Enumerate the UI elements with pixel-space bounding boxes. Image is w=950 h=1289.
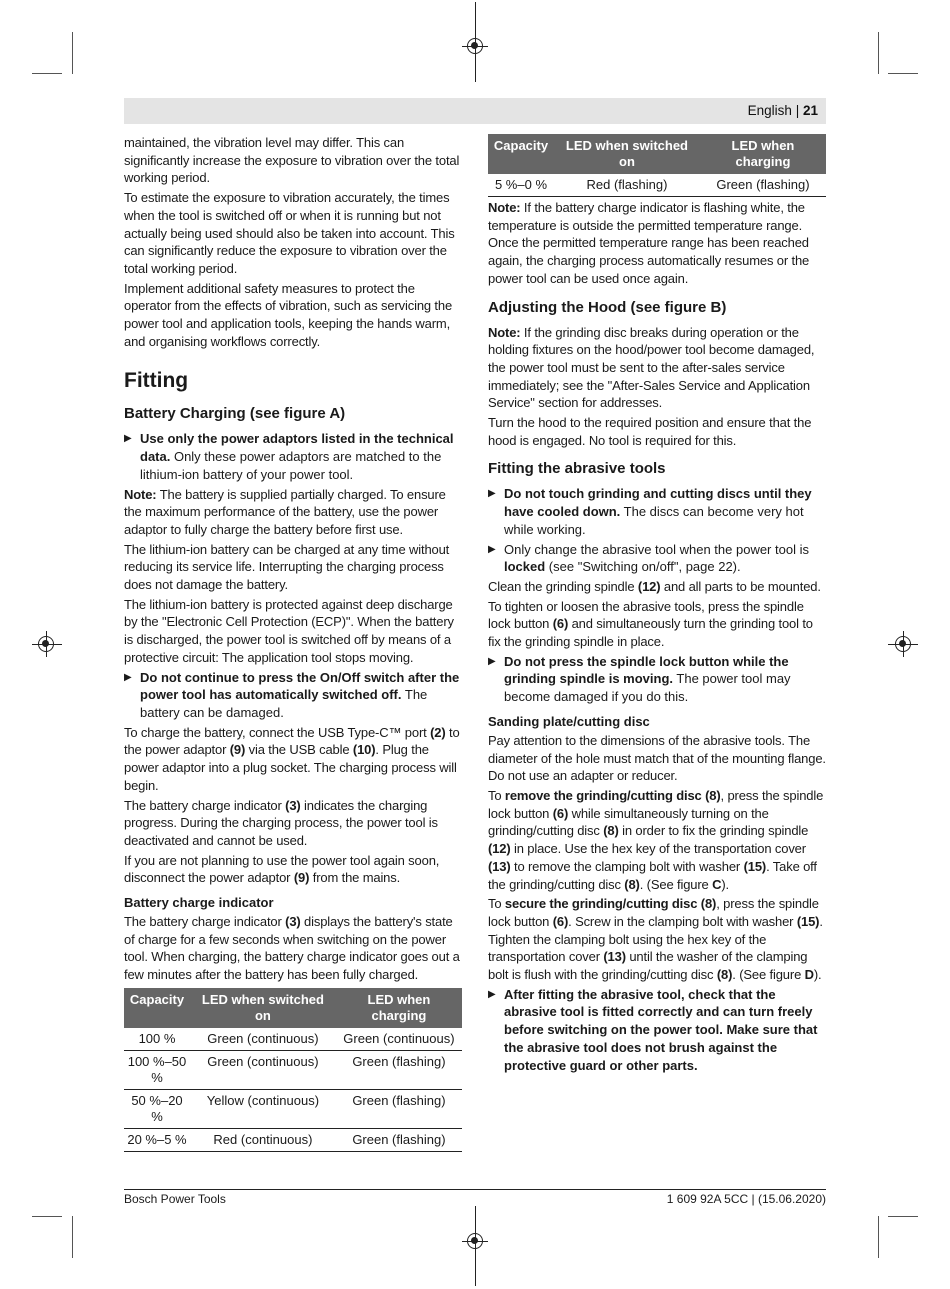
text: , press the spindle lock button xyxy=(488,787,824,821)
paragraph: maintained, the vibration level may differ. This can significantly increase the exposure to vibration over the total working period. xyxy=(124,135,460,186)
table-header-row xyxy=(124,988,462,1028)
text: To xyxy=(488,896,505,912)
ref-number: (8) xyxy=(624,876,640,892)
ref-number: (9) xyxy=(229,742,246,758)
text: from the mains. xyxy=(309,870,401,886)
column-header: LED when charging xyxy=(700,134,826,174)
registration-mark-icon xyxy=(38,636,54,652)
bullet-bold: Do not touch grinding and cutting discs until they have cooled down. xyxy=(504,486,812,520)
note-text: The battery is supplied partially charged. To ensure the maximum performance of the battery, use the power adaptor to fully charge the battery before first use. xyxy=(124,486,446,537)
table-cell: Green (continuous) xyxy=(190,1050,336,1089)
column-header: Capacity xyxy=(488,134,554,174)
text: . Plug the power adaptor into a plug socket. The charging process will begin. xyxy=(124,742,457,793)
column-header: LED when switched on xyxy=(190,988,336,1028)
page-header xyxy=(124,98,826,124)
bullet-bold: Do not continue to press the On/Off switch after the power tool has automatically switched off. xyxy=(140,669,460,703)
paragraph: Turn the hood to the required position and ensure that the hood is engaged. No tool is required for this. xyxy=(488,415,812,448)
crop-mark xyxy=(72,32,73,74)
text: while simultaneously turning on the grinding/cutting disc xyxy=(488,805,769,839)
figure-ref: D xyxy=(804,967,814,983)
note-paragraph xyxy=(488,199,828,288)
text: in place. Use the hex key of the transportation cover xyxy=(510,841,806,857)
charge-indicator-table-continued xyxy=(488,134,826,197)
paragraph: To estimate the exposure to vibration accurately, the times when the tool is switched off or when it is running but not actually being used should also be taken into account. This can significantly reduce the exposure to vibration over the total working period. xyxy=(124,190,455,276)
ref-number: (3) xyxy=(285,914,301,930)
paragraph xyxy=(488,895,828,984)
note-paragraph xyxy=(488,324,828,413)
paragraph xyxy=(488,598,828,651)
paragraph xyxy=(124,913,464,984)
text: to remove the clamping bolt with washer xyxy=(510,858,744,874)
column-header: LED when switched on xyxy=(554,134,700,174)
text: If you are not planning to use the power tool again soon, disconnect the power adaptor xyxy=(124,852,440,886)
crop-mark xyxy=(32,73,62,74)
ref-number: (6) xyxy=(552,616,569,632)
table-cell: Green (flashing) xyxy=(336,1089,462,1128)
note-label: Note: xyxy=(488,324,521,340)
note-text: If the grinding disc breaks during operation or the holding fixtures on the hood/power tool become damaged, the power tool must be sent to the after-sales service immediately; see the "After-Sales Service and Application Service" section for addresses. xyxy=(488,324,815,411)
crop-mark xyxy=(878,1216,879,1258)
paragraph: Pay attention to the dimensions of the abrasive tools. The diameter of the hole must match that of the mounting flange. Do not use an adapter or reducer. xyxy=(488,732,826,784)
table-cell: 20 %–5 % xyxy=(124,1128,190,1151)
text: . Take off the grinding/cutting disc xyxy=(488,858,817,892)
text: Clean the grinding spindle xyxy=(488,578,638,594)
bullet-text: The discs can become very hot while working. xyxy=(504,504,804,537)
paragraph xyxy=(124,852,464,887)
table-cell: 100 % xyxy=(124,1028,190,1051)
crop-mark xyxy=(878,32,879,74)
footer-rule xyxy=(124,1189,826,1190)
table-cell: 100 %–50 % xyxy=(124,1050,190,1089)
bullet-text: The battery can be damaged. xyxy=(140,687,428,720)
warning-bullet xyxy=(488,653,828,706)
bullet-text: Only change the abrasive tool when the power tool is xyxy=(504,541,809,557)
table-row xyxy=(124,1028,462,1051)
table-cell: Red (continuous) xyxy=(190,1128,336,1151)
ref-number: (15) xyxy=(796,913,820,929)
registration-mark-icon xyxy=(467,1233,483,1249)
text: The battery charge indicator xyxy=(124,797,286,813)
table-cell: Green (continuous) xyxy=(190,1028,336,1051)
text: in order to fix the grinding spindle xyxy=(618,823,809,839)
warning-bullet xyxy=(488,541,828,576)
text: . (See figure xyxy=(732,967,805,983)
ref-number: (6) xyxy=(552,913,569,929)
bold-text: remove the grinding/cutting disc xyxy=(504,787,702,803)
text: . (See figure xyxy=(639,876,713,892)
left-column xyxy=(124,134,464,1154)
subheading-battery-charging: Battery Charging (see figure A) xyxy=(124,405,346,423)
page-number: 21 xyxy=(802,103,818,118)
table-cell: Green (flashing) xyxy=(700,174,826,197)
text: . Screw in the clamping bolt with washer xyxy=(568,913,797,929)
subheading-adjusting-hood: Adjusting the Hood (see figure B) xyxy=(488,298,727,316)
note-label: Note: xyxy=(488,200,521,215)
subheading-fitting-abrasive-tools: Fitting the abrasive tools xyxy=(488,460,666,478)
ref-number: (13) xyxy=(603,949,626,965)
text: . Tighten the clamping bolt using the hex key of the transportation cover xyxy=(488,913,823,965)
bullet-text: (see "Switching on/off", page 22). xyxy=(545,559,741,575)
bullet-bold: Do not press the spindle lock button while the grinding spindle is moving. xyxy=(504,653,789,687)
ref-number: (9) xyxy=(293,870,310,886)
ref-number: (6) xyxy=(552,805,569,821)
ref-number: (15) xyxy=(743,858,767,874)
crop-mark xyxy=(888,73,918,74)
table-cell: 50 %–20 % xyxy=(124,1089,190,1128)
text: ). xyxy=(813,967,822,983)
table-cell: Yellow (continuous) xyxy=(190,1089,336,1128)
table-header-row xyxy=(488,134,826,174)
ref-number: (13) xyxy=(488,858,511,874)
bullet-bold: After fitting the abrasive tool, check that the abrasive tool is fitted correctly and can turn freely before switching on the power tool. Make sure that the abrasive tool does not brush against the protective guard or other parts. xyxy=(504,986,818,1073)
table-row xyxy=(124,1128,462,1151)
text: ). xyxy=(721,876,729,892)
table-cell: Green (flashing) xyxy=(336,1050,462,1089)
ref-number: (10) xyxy=(352,742,376,758)
crop-mark xyxy=(32,1216,62,1217)
figure-ref: C xyxy=(712,876,722,892)
table-cell: 5 %–0 % xyxy=(488,174,554,197)
ref-number: (2) xyxy=(430,724,446,740)
ref-number: (8) xyxy=(716,967,733,983)
crop-mark xyxy=(72,1216,73,1258)
table-cell: Green (flashing) xyxy=(336,1128,462,1151)
subheading-battery-indicator: Battery charge indicator xyxy=(124,895,274,911)
note-label: Note: xyxy=(124,486,157,502)
ref-number: (3) xyxy=(285,797,301,813)
text: and all parts to be mounted. xyxy=(660,578,821,594)
note-paragraph xyxy=(124,486,464,539)
note-text: If the battery charge indicator is flashing white, the temperature is outside the permitted temperature range. Once the permitted temperature range has been reached again, the charging process automatically resumes or the power tool can be used once again. xyxy=(488,200,810,286)
footer-doc-id: 1 609 92A 5CC | (15.06.2020) xyxy=(666,1192,826,1206)
bullet-text: Only these power adaptors are matched to the lithium-ion battery of your power tool. xyxy=(140,449,442,482)
header-text xyxy=(748,103,818,118)
paragraph: The lithium-ion battery is protected against deep discharge by the "Electronic Cell Protection (ECP)". When the battery is discharged, the power tool is switched off by means of a protective circuit: The application tool stops moving. xyxy=(124,596,454,665)
bullet-text: The power tool may become damaged if you do this. xyxy=(504,671,791,705)
text: until the washer of the clamping bolt is flush with the grinding/cutting disc xyxy=(488,949,808,983)
section-heading-fitting: Fitting xyxy=(124,369,189,393)
warning-bullet xyxy=(124,669,464,722)
ref-number: (12) xyxy=(488,841,511,857)
ref-number: (8) xyxy=(603,823,619,839)
table-row xyxy=(124,1089,462,1128)
table-row xyxy=(488,174,826,197)
paragraph: The lithium-ion battery can be charged at any time without reducing its service life. Interrupting the charging process does not damage the battery. xyxy=(124,541,450,593)
text: The battery charge indicator xyxy=(124,914,286,930)
text: displays the battery's state of charge for a few seconds when switching on the power tool. When charging, the battery charge indicator goes out a few minutes after the battery has been fully charged. xyxy=(124,914,460,983)
paragraph xyxy=(488,578,828,596)
text: , press the spindle lock button xyxy=(488,896,819,929)
text: To charge the battery, connect the USB Type-C™ port xyxy=(124,724,431,740)
text: via the USB cable xyxy=(245,742,353,758)
subheading-sanding-plate: Sanding plate/cutting disc xyxy=(488,713,650,729)
column-header: LED when charging xyxy=(336,988,462,1028)
text: indicates the charging progress. During the charging process, the power tool is deactivated and cannot be used. xyxy=(124,797,438,848)
header-separator: | xyxy=(795,103,800,118)
paragraph xyxy=(124,797,464,850)
header-language: English xyxy=(747,103,792,118)
text: To tighten or loosen the abrasive tools, press the spindle lock button xyxy=(488,598,804,632)
paragraph xyxy=(124,724,464,795)
warning-bullet xyxy=(124,430,464,483)
warning-bullet xyxy=(488,986,828,1075)
warning-bullet xyxy=(488,485,828,538)
table-cell: Red (flashing) xyxy=(554,174,700,197)
registration-mark-icon xyxy=(895,636,911,652)
charge-indicator-table xyxy=(124,988,462,1152)
registration-mark-icon xyxy=(467,38,483,54)
ref-number: (12) xyxy=(637,578,661,594)
text: To xyxy=(488,787,505,803)
paragraph xyxy=(488,787,828,893)
ref-number: (8) xyxy=(697,896,717,912)
bullet-bold: locked xyxy=(504,559,546,575)
column-header: Capacity xyxy=(124,988,190,1028)
footer-brand: Bosch Power Tools xyxy=(124,1192,226,1206)
bullet-bold: Use only the power adaptors listed in the technical data. xyxy=(140,431,454,465)
paragraph: Implement additional safety measures to protect the operator from the effects of vibration, such as servicing the power tool and application tools, keeping the hands warm, and organising workflows correctly. xyxy=(124,280,453,349)
crop-mark xyxy=(888,1216,918,1217)
table-row xyxy=(124,1050,462,1089)
bold-text: secure the grinding/cutting disc xyxy=(504,896,698,912)
text: and simultaneously turn the grinding tool to fix the grinding spindle in place. xyxy=(488,616,813,650)
ref-number: (8) xyxy=(701,787,721,803)
table-cell: Green (continuous) xyxy=(336,1028,462,1051)
right-column xyxy=(488,134,828,1076)
text: to the power adaptor xyxy=(124,724,460,758)
